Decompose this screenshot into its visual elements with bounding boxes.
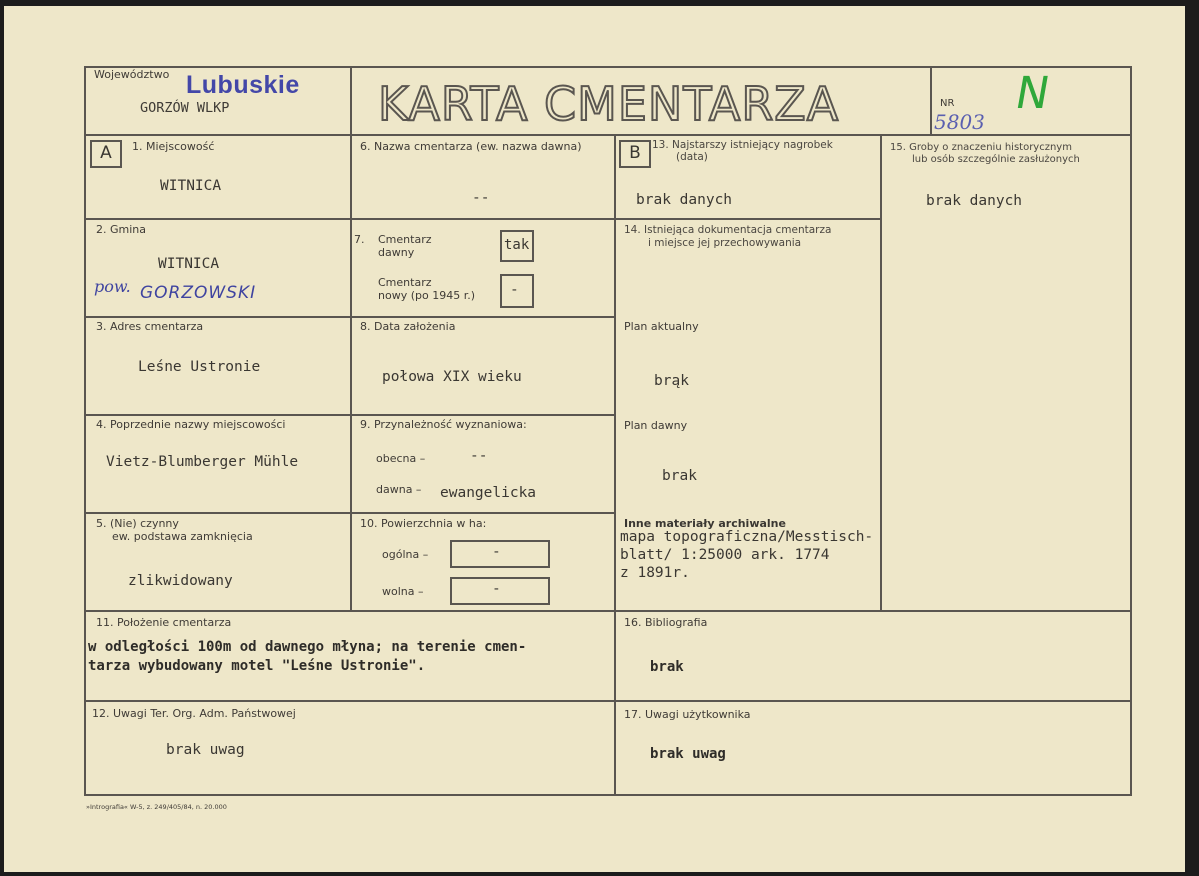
plan-current-value: brąk [654, 373, 689, 389]
rule-row-3 [84, 414, 614, 416]
field-9-current-label: obecna – [376, 452, 426, 465]
field-7-new-label-1: Cmentarz [378, 276, 432, 289]
field-8-label: 8. Data założenia [360, 320, 456, 333]
field-16-label: 16. Bibliografia [624, 616, 708, 629]
field-6-value: -- [472, 190, 490, 206]
printer-imprint: »Intrografia« W-5, z. 249/405/84, n. 20.000 [86, 803, 227, 811]
wojewodztwo-stamp: Lubuskie [186, 71, 300, 99]
nr-label: NR [940, 98, 955, 109]
office-stamp: GORZÓW WLKP [140, 100, 230, 116]
other-materials-line-3: z 1891r. [620, 565, 690, 581]
field-10-total-label: ogólna – [382, 548, 429, 561]
field-13-value: brak danych [636, 192, 733, 208]
field-9-label: 9. Przynależność wyznaniowa: [360, 418, 527, 431]
section-a-marker: A [90, 140, 122, 168]
other-materials-line-1: mapa topograficzna/Messtisch- [620, 529, 874, 545]
rule-row-1b [614, 218, 880, 220]
rule-col-4 [880, 134, 882, 612]
field-9-current-value: -- [470, 448, 488, 464]
field-7-old-label-1: Cmentarz [378, 233, 432, 246]
other-materials-line-2: blatt/ 1:25000 ark. 1774 [620, 547, 830, 563]
field-10-free-value: - [492, 581, 501, 597]
cemetery-card [4, 6, 1185, 872]
rule-row-2 [84, 316, 614, 318]
page-title: KARTA CMENTARZA [378, 77, 840, 131]
field-10-free-label: wolna – [382, 585, 424, 598]
field-7-new-label-2: nowy (po 1945 r.) [378, 289, 475, 302]
rule-right [1130, 66, 1132, 796]
field-2-value: WITNICA [158, 256, 220, 272]
field-15-label-2: lub osób szczególnie zasłużonych [912, 154, 1080, 165]
field-7-label: 7. [354, 233, 365, 246]
field-11-line-2: tarza wybudowany motel "Leśne Ustronie". [88, 658, 426, 674]
field-2-label: 2. Gmina [96, 223, 146, 236]
field-1-value: WITNICA [160, 178, 222, 194]
rule-header-bottom [84, 134, 1132, 136]
field-12-value: brak uwag [166, 742, 245, 758]
field-10-label: 10. Powierzchnia w ha: [360, 517, 487, 530]
field-12-label: 12. Uwagi Ter. Org. Adm. Państwowej [92, 707, 296, 720]
rule-left [84, 66, 86, 796]
rule-row-5 [84, 610, 1132, 612]
field-7-new-value: - [510, 282, 519, 298]
rule-row-1 [84, 218, 614, 220]
rule-row-4 [84, 512, 614, 514]
field-5-label-1: 5. (Nie) czynny [96, 517, 179, 530]
field-15-label-1: 15. Groby o znaczeniu historycznym [890, 142, 1072, 153]
field-17-value: brak uwag [650, 746, 726, 762]
field-17-label: 17. Uwagi użytkownika [624, 708, 751, 721]
field-11-line-1: w odległości 100m od dawnego młyna; na terenie cmen- [88, 639, 527, 655]
field-13-label-2: (data) [676, 151, 708, 163]
nr-value: 5803 [934, 110, 985, 134]
field-5-value: zlikwidowany [128, 573, 233, 589]
field-2-handwritten-prefix: pow. [94, 277, 131, 296]
rule-bottom [84, 794, 1132, 796]
field-7-old-value: tak [504, 237, 530, 253]
field-10-total-value: - [492, 544, 501, 560]
field-15-value: brak danych [926, 193, 1023, 209]
field-5-label-2: ew. podstawa zamknięcia [112, 530, 253, 543]
field-13-label-1: 13. Najstarszy istniejący nagrobek [652, 139, 833, 151]
section-b-marker: B [619, 140, 651, 168]
plan-current-label: Plan aktualny [624, 320, 699, 333]
field-4-label: 4. Poprzednie nazwy miejscowości [96, 418, 286, 431]
wojewodztwo-label: Województwo [94, 68, 170, 81]
other-materials-label: Inne materiały archiwalne [624, 517, 786, 530]
field-8-value: połowa XIX wieku [382, 369, 522, 385]
rule-col-2 [350, 66, 352, 612]
field-9-former-label: dawna – [376, 483, 422, 496]
rule-row-6 [84, 700, 1132, 702]
field-3-value: Leśne Ustronie [138, 359, 261, 375]
field-4-value: Vietz-Blumberger Mühle [106, 454, 299, 470]
field-2-handwritten: GORZOWSKI [140, 283, 257, 303]
field-14-label-1: 14. Istniejąca dokumentacja cmentarza [624, 224, 832, 236]
field-7-old-label-2: dawny [378, 246, 415, 259]
marker-letter: N [1011, 68, 1054, 119]
field-16-value: brak [650, 659, 684, 675]
plan-old-label: Plan dawny [624, 419, 688, 432]
field-14-label-2: i miejsce jej przechowywania [648, 237, 802, 249]
field-11-label: 11. Położenie cmentarza [96, 616, 232, 629]
field-6-label: 6. Nazwa cmentarza (ew. nazwa dawna) [360, 140, 582, 153]
rule-col-3 [614, 134, 616, 796]
plan-old-value: brak [662, 468, 697, 484]
rule-nr-left [930, 66, 932, 136]
field-3-label: 3. Adres cmentarza [96, 320, 204, 333]
field-1-label: 1. Miejscowość [132, 140, 215, 153]
rule-top [84, 66, 1132, 68]
field-9-former-value: ewangelicka [440, 485, 537, 501]
